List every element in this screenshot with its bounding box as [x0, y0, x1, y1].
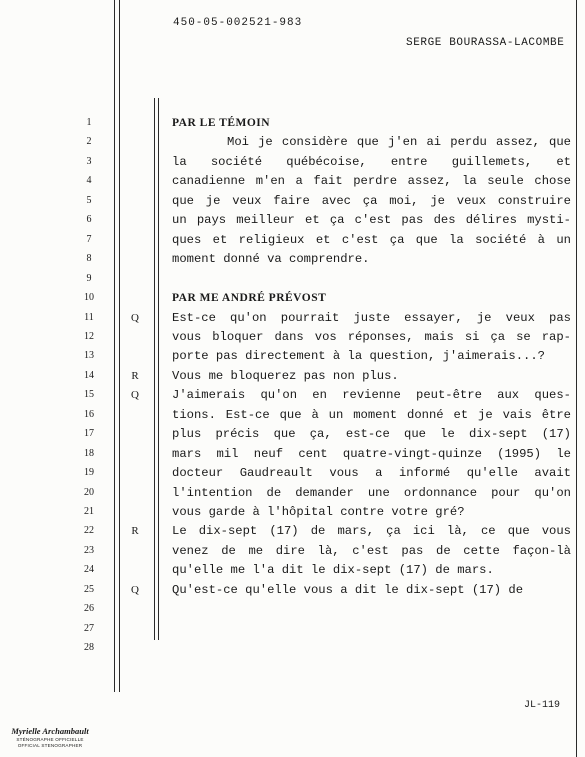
question-marker: Q — [131, 389, 139, 402]
line-number: 14 — [84, 369, 94, 381]
transcript-line: mars mil neuf cent quatre-vingt-quinze (1995) le — [172, 446, 571, 461]
transcript-line: plus précis que ça, est-ce que le dix-sept (17) — [172, 427, 571, 442]
transcript-line: tions. Est-ce que à un moment donné et je vais être — [172, 407, 571, 422]
stenographer-title-fr: STÉNOGRAPHE OFFICIELLE — [16, 737, 84, 742]
section-heading-examiner: PAR ME ANDRÉ PRÉVOST — [172, 292, 327, 305]
transcript-line: vous garde à l'hôpital contre votre gré? — [172, 505, 465, 519]
right-margin-rule — [576, 0, 577, 757]
line-number: 28 — [84, 642, 94, 654]
line-number: 25 — [84, 583, 94, 595]
transcript-line: l'intention de demander une ordonnance pour qu'on — [172, 485, 571, 500]
text-margin-rule-inner — [158, 98, 159, 640]
text-margin-rule-outer — [154, 98, 155, 640]
line-number: 23 — [84, 544, 94, 556]
transcript-line: J'aimerais qu'on en revienne peut-être aux ques- — [172, 388, 571, 403]
line-number: 8 — [86, 253, 92, 265]
page-code: JL-119 — [524, 700, 561, 711]
stenographer-stamp — [0, 726, 100, 749]
line-number: 21 — [84, 506, 94, 517]
transcript-line: docteur Gaudreault vous a informé qu'elle avait — [172, 466, 571, 481]
line-number: 6 — [86, 214, 92, 226]
transcript-line: Qu'est-ce qu'elle vous a dit le dix-sept (17) de — [172, 582, 524, 597]
line-number: 11 — [84, 311, 94, 323]
left-margin-rule-outer — [114, 0, 115, 692]
line-number: 13 — [84, 350, 94, 362]
line-number: 7 — [86, 233, 92, 245]
stenographer-name: Myrielle Archambault — [11, 726, 89, 736]
line-number: 12 — [84, 330, 94, 342]
line-number: 1 — [86, 117, 92, 128]
question-marker: Q — [131, 311, 139, 324]
transcript-line: un pays meilleur et ça c'est pas des délires mysti- — [172, 213, 571, 228]
transcript-line: vous bloquer dans vos réponses, mais si ça se rap- — [172, 329, 571, 344]
line-number: 18 — [84, 447, 94, 459]
line-number: 20 — [84, 486, 94, 498]
transcript-line: qu'elle me l'a dit le dix-sept (17) de mars. — [172, 563, 494, 578]
transcript-line: moment donné va comprendre. — [172, 252, 370, 267]
witness-name: SERGE BOURASSA-LACOMBE — [406, 37, 565, 49]
question-marker: Q — [131, 583, 139, 596]
transcript-line: canadienne m'en a fait perdre assez, la seule chose — [172, 174, 571, 189]
line-number: 19 — [84, 467, 94, 479]
line-number: 24 — [84, 564, 94, 576]
line-number: 16 — [84, 408, 94, 420]
line-number: 26 — [84, 603, 94, 615]
line-number: 22 — [84, 525, 94, 537]
stenographer-title-en: OFFICIAL STENOGRAPHER — [17, 743, 83, 748]
transcript-line: Moi je considère que j'en ai perdu assez, que — [227, 135, 571, 150]
transcript-line: que je veux faire avec ça moi, je veux construire — [172, 193, 571, 208]
answer-marker: R — [131, 525, 139, 538]
line-number: 4 — [86, 175, 92, 187]
line-number: 17 — [84, 428, 94, 440]
transcript-line: Le dix-sept (17) de mars, ça ici là, ce que vous — [172, 524, 571, 539]
transcript-line: venez de me dire là, c'est pas de cette façon-là — [172, 543, 571, 558]
line-number: 9 — [86, 272, 92, 284]
line-number: 10 — [84, 292, 94, 304]
line-number: 5 — [86, 194, 92, 206]
transcript-line: porte pas directement à la question, j'aimerais...? — [172, 349, 545, 364]
transcript-line: la société québécoise, entre guillemets, et — [172, 154, 571, 169]
line-number: 15 — [84, 389, 94, 401]
line-number: 2 — [86, 136, 92, 148]
line-number: 27 — [84, 622, 94, 634]
answer-marker: R — [131, 369, 139, 382]
left-margin-rule-inner — [119, 0, 120, 692]
line-number: 3 — [86, 155, 92, 167]
transcript-line: Est-ce qu'on pourrait juste essayer, je veux pas — [172, 310, 571, 325]
section-heading-witness: PAR LE TÉMOIN — [172, 117, 271, 129]
transcript-line: ques et religieux et c'est ça que la société à un — [172, 232, 571, 247]
case-number: 450-05-002521-983 — [173, 17, 303, 29]
transcript-line: Vous me bloquerez pas non plus. — [172, 368, 399, 383]
